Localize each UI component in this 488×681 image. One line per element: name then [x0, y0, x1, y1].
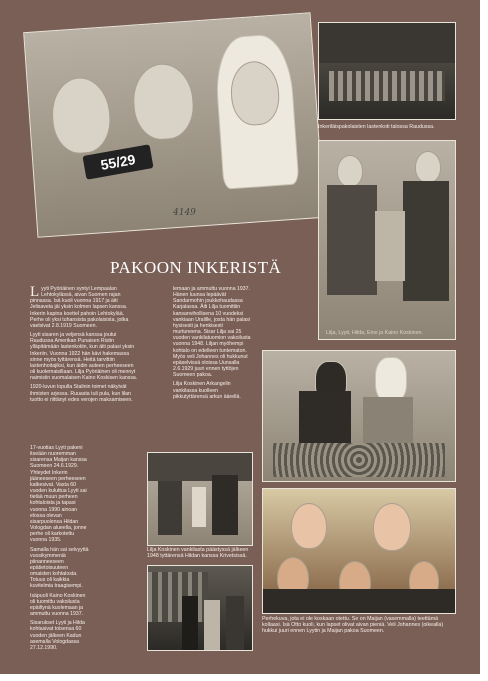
photo-train-station: [147, 565, 253, 651]
paragraph: Lyyti sisaren ja veljensä kanssa joutui Raudussa Amerikan Punaisen Ristin ylläpitämään lastenkotiin, kun äiti palasi yksin Inkeriin. Vuonna 1922 hän kävi hakemassa sinne myös tyttärensä. Heitä tarvittiin lastenhoitajiksi, kun äidin auteen perheeseen oli kuolemaisillaan. Lilja Pyöriäinen oli mennyt naimisiin suomalaisen Kaino Koskisen kanssa.: [30, 332, 138, 382]
page-title: PAKOON INKERISTÄ: [110, 258, 282, 277]
flowers: [273, 443, 445, 477]
paragraph: lemaan ja ammuttu vuonna 1937. Hänen luunsa lepäävät Sandarmohin joukkohaudassa Karjalassa. Äiti Lilja tuomittiin kansanvihollisena 10 vuodeksi vankiaan Uralille, josta hän palasi hysisesti ja henkisesti murtuneena. Sisar Lilja sai 25 vuoden vankilatuomion vakoilusta vuonna 1948. Liljan myöhempi kohtalo on edelleen tuntematon. Myös veli Johannes oli hukkunut epäselvissä oloissa Uunsalla 2.6.1929 juuri ennen tyttöjen Suomeen pakoa.: [173, 286, 251, 379]
caption-hilda: Lilja Koskinen vankilasta päästyssä jälkeen 1948 tyttärensä Hildan kanssa Krivetsissä.: [147, 547, 249, 560]
lyyti-face: [373, 503, 411, 551]
paragraph: 17-vuotias Lyyti pakeni itseään nuoremman sisarensa Maijan kanssa Suomeen 24.6.1929. Yhteydet Inkerin jääneeseen perheeseen katkesivat. Vasta 60 vuoden kuluttua Lyyti sai tietää muun perheen kohtaloista ja tapasi vuonna 1990 ainoan elossa olevan sisarpuolensa Hildan Vologdan alueella, jonne perhe oli karkotettu vuonna 1935.: [30, 445, 87, 544]
woman-standing: [212, 475, 238, 535]
woman-middle-face: [131, 62, 196, 142]
caption-collage: Perhekuva, jota ei ole koskaan otettu. Se on Maijan (vasemmalla) teettämä kollaasi. Isä Otto kuoli, kun lapset olivat aivan pieniä. Veli Johannes (oikealla) hukkui juuri ennen Lyytin ja Maijan pakoa Suomeen.: [262, 616, 444, 635]
mother-face: [337, 155, 363, 187]
group-of-children: [329, 71, 445, 101]
photo-hilda: [147, 452, 253, 546]
paragraph-text: yyti Pyöriäinen syntyi Lempaalan Lehtokylässä, aivan Suomen rajan pinnassa. Isä kuoli vuonna 1917 ja äiti Jelisaveta jäi yksin kolmen lapsen kanssa. Inkerin kapina koettel pahoin Lehtokylää. Perhe oli yksi tuhansista pakolaisista, jotka vaelsivat 2.8.1919 Suomeen.: [30, 286, 129, 329]
photo-orphanage: [318, 22, 456, 120]
building: [319, 23, 455, 63]
text-column-1-lower: [30, 445, 90, 654]
person-2: [204, 600, 220, 650]
father-face: [415, 151, 441, 183]
person-3: [226, 596, 244, 650]
paragraph: 1920-luvun lopulla Stalinin toimet näkyivät ihmisten arjessa. Ruuasta tuli pula, kun lilan tuotto ei riittänyt edes verojen maksamiseen.: [30, 384, 133, 403]
maija-face: [291, 503, 327, 549]
photo-family-collage: [262, 488, 456, 614]
paragraph: Sisarukset Lyyti ja Hilda kohtasivat toisensa 60 vuoden jälkeen Kadun asemalla Vologdassa 27.12.1990.: [30, 620, 85, 651]
person-1: [182, 596, 198, 650]
photo-family: [318, 140, 456, 340]
woman-coat: [299, 391, 351, 451]
mother-dress: [327, 185, 377, 295]
handwritten-number: 4149: [173, 208, 196, 218]
children: [375, 211, 405, 281]
text-column-2: [173, 286, 253, 403]
photo-three-women: [23, 12, 325, 238]
paragraph: Samalla hän sai selvyyttä vuosikymmeniä piinanneeseen epätietoisuuteen omaisten kohtalosta. Totuus oli kaikkia kuvitelmia traagisempi.: [30, 546, 89, 590]
woman-left-face: [50, 76, 113, 156]
caption-family: Lilja, Lyyti, Hilda, Eino ja Kaino Koskinen.: [326, 330, 423, 336]
photo-coffin: [262, 350, 456, 482]
child: [192, 487, 206, 527]
caption-orphanage: Inkeriläispakolaisten lastenkoti talossa Raudussa.: [318, 124, 435, 130]
text-column-1: [30, 286, 138, 406]
woman-seated: [158, 481, 182, 535]
prisoner-number-plate: 55/29: [82, 144, 153, 179]
father-suit: [403, 181, 449, 301]
train: [148, 572, 208, 622]
paragraph: [30, 286, 138, 329]
drop-cap: L: [30, 284, 40, 300]
clothing: [263, 589, 455, 613]
paragraph: Lilja Koskinen Arkangelin vankilassa kuolleen pikkutyttärensä arkun äärellä.: [173, 381, 241, 400]
paragraph: Isäpuoli Kaino Koskinen oli tuomittu vakoilusta epäiltynä kuolemaan ja ammuttu vuonna 1937.: [30, 592, 86, 618]
